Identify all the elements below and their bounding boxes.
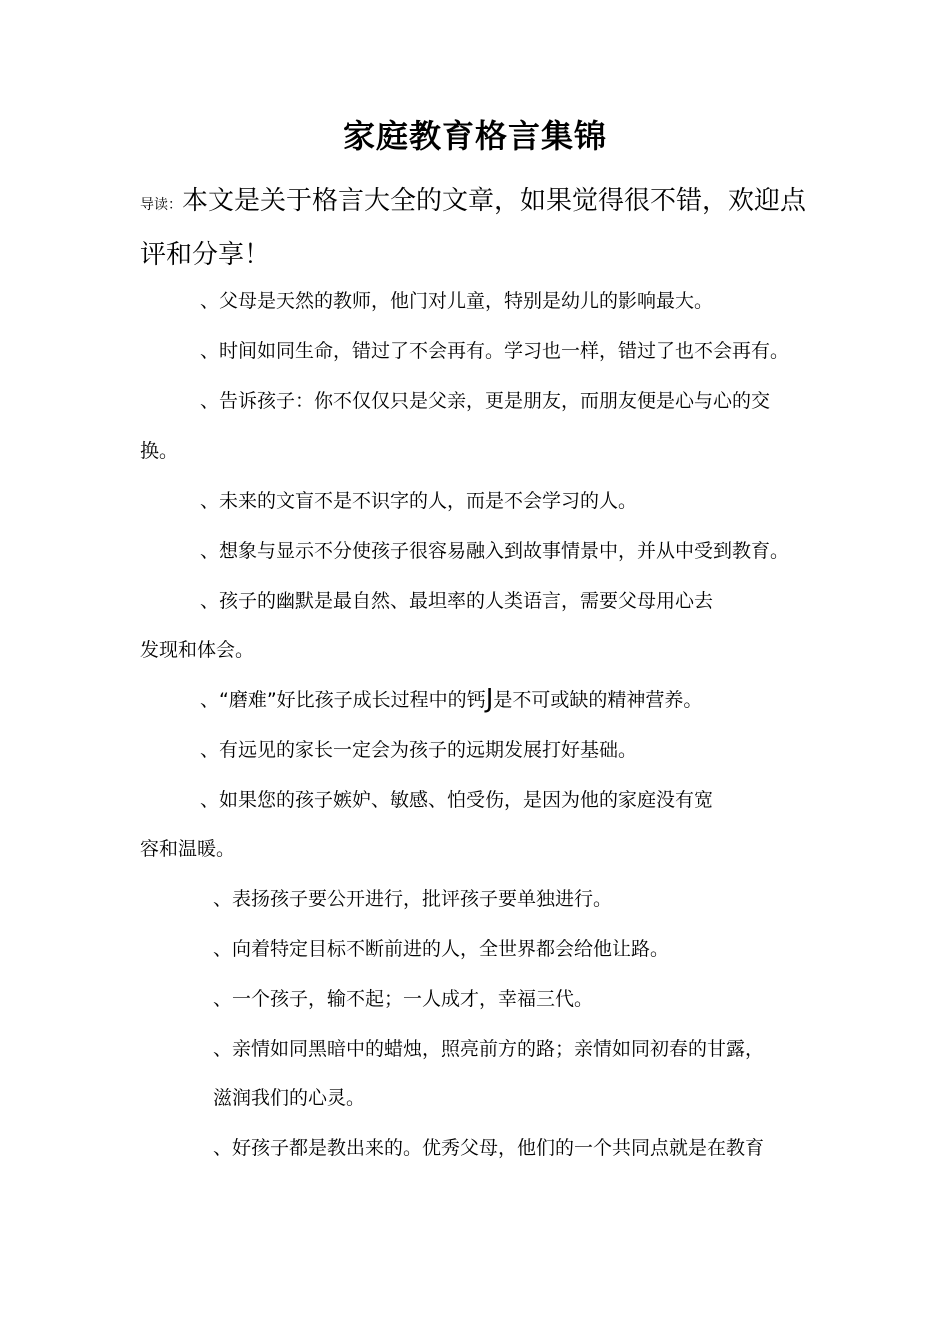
maxim-line: 、告诉孩子：你不仅仅只是父亲，更是朋友，而朋友便是心与心的交 <box>200 390 771 412</box>
intro-label: 导读： <box>140 197 182 213</box>
intro-paragraph <box>140 176 820 280</box>
maxim-line: 、想象与显示不分使孩子很容易融入到故事情景中，并从中受到教育。 <box>200 540 790 562</box>
document-title: 家庭教育格言集锦 <box>342 117 607 155</box>
intro-text: 本文是关于格言大全的文章，如果觉得很不错，欢迎点评和分享！ <box>140 186 807 270</box>
maxim-line: 、时间如同生命，错过了不会再有。学习也一样，错过了也不会再有。 <box>200 340 790 362</box>
maxim-line: 、好孩子都是教出来的。优秀父母，他们的一个共同点就是在教育 <box>213 1137 765 1159</box>
maxim-line-calcium <box>200 685 702 715</box>
calcium-line-glyph: J <box>485 684 494 714</box>
maxim-line: 、向着特定目标不断前进的人，全世界都会给他让路。 <box>213 938 670 960</box>
maxim-line-continuation: 发现和体会。 <box>140 639 255 661</box>
maxim-line: 、孩子的幽默是最自然、最坦率的人类语言，需要父母用心去 <box>200 590 714 612</box>
maxim-line: 、父母是天然的教师，他门对儿童，特别是幼儿的影响最大。 <box>200 290 714 312</box>
maxim-line: 、有远见的家长一定会为孩子的远期发展打好基础。 <box>200 739 638 761</box>
maxim-line: 、如果您的孩子嫉妒、敏感、怕受伤，是因为他的家庭没有宽 <box>200 789 714 811</box>
maxim-line-continuation: 容和温暖。 <box>140 838 236 860</box>
maxim-line: 、一个孩子，输不起；一人成才，幸福三代。 <box>213 988 594 1010</box>
maxim-line-continuation: 滋润我们的心灵。 <box>213 1087 366 1109</box>
calcium-line-after: 是不可或缺的精神营养。 <box>493 689 703 711</box>
maxim-line: 、亲情如同黑暗中的蜡烛，照亮前方的路；亲情如同初春的甘露， <box>213 1038 765 1060</box>
maxim-line: 、表扬孩子要公开进行，批评孩子要单独进行。 <box>213 888 613 910</box>
calcium-line-before: 、“磨难”好比孩子成长过程中的钙 <box>200 689 486 711</box>
maxim-line: 、未来的文盲不是不识字的人，而是不会学习的人。 <box>200 490 638 512</box>
maxim-line-continuation: 换。 <box>140 440 179 462</box>
